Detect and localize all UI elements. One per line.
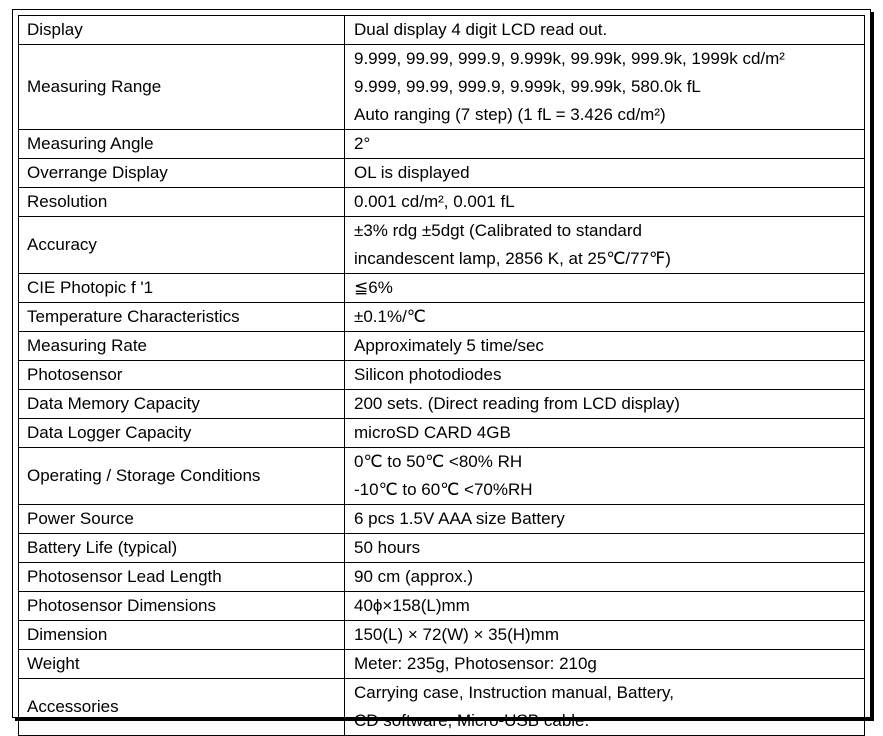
spec-value (345, 592, 865, 621)
spec-value-line: Approximately 5 time/sec (354, 336, 544, 355)
spec-table-frame (12, 9, 871, 730)
spec-row-cie-photopic (19, 274, 865, 303)
spec-row-dimension (19, 621, 865, 650)
spec-row-data-logger-capacity (19, 419, 865, 448)
spec-value-line: -10℃ to 60℃ <70%RH (354, 480, 533, 499)
spec-value-line: 9.999, 99.99, 999.9, 9.999k, 99.99k, 580.0k fL (354, 77, 701, 96)
spec-row-data-memory-capacity (19, 390, 865, 419)
spec-row-photosensor-dimensions (19, 592, 865, 621)
spec-row-measuring-rate (19, 332, 865, 361)
spec-label: Resolution (19, 188, 345, 217)
spec-value (345, 274, 865, 303)
spec-value (345, 332, 865, 361)
spec-value-line: ≦6% (354, 278, 393, 297)
spec-value-line: 150(L) × 72(W) × 35(H)mm (354, 625, 559, 644)
spec-row-battery-life (19, 534, 865, 563)
spec-value-line: Dual display 4 digit LCD read out. (354, 20, 608, 39)
spec-label: Battery Life (typical) (19, 534, 345, 563)
spec-value (345, 361, 865, 390)
spec-value-line: 40ϕ×158(L)mm (354, 596, 470, 615)
spec-row-measuring-angle (19, 130, 865, 159)
spec-label: Measuring Rate (19, 332, 345, 361)
spec-value (345, 534, 865, 563)
spec-value-line: Auto ranging (7 step) (1 fL = 3.426 cd/m²) (354, 105, 666, 124)
spec-row-overrange-display (19, 159, 865, 188)
spec-row-measuring-range (19, 45, 865, 130)
spec-value (345, 621, 865, 650)
spec-value (345, 419, 865, 448)
spec-value-line: ±3% rdg ±5dgt (Calibrated to standard (354, 221, 642, 240)
spec-row-temperature-characteristics (19, 303, 865, 332)
spec-label: Display (19, 16, 345, 45)
spec-table (18, 15, 865, 736)
spec-label: Measuring Angle (19, 130, 345, 159)
spec-row-power-source (19, 505, 865, 534)
spec-label: Photosensor Lead Length (19, 563, 345, 592)
spec-label: Dimension (19, 621, 345, 650)
spec-value (345, 303, 865, 332)
spec-row-photosensor (19, 361, 865, 390)
spec-value-line: incandescent lamp, 2856 K, at 25℃/77℉) (354, 249, 671, 268)
spec-value (345, 45, 865, 130)
spec-label: Photosensor Dimensions (19, 592, 345, 621)
spec-value-line: 200 sets. (Direct reading from LCD display) (354, 394, 680, 413)
spec-label: Accuracy (19, 217, 345, 274)
spec-row-operating-storage-conditions (19, 448, 865, 505)
spec-row-weight (19, 650, 865, 679)
spec-value (345, 130, 865, 159)
spec-label: Data Memory Capacity (19, 390, 345, 419)
spec-value (345, 188, 865, 217)
spec-value (345, 159, 865, 188)
spec-label: Data Logger Capacity (19, 419, 345, 448)
spec-value-line: 6 pcs 1.5V AAA size Battery (354, 509, 565, 528)
spec-label: Overrange Display (19, 159, 345, 188)
spec-label: CIE Photopic f '1 (19, 274, 345, 303)
spec-row-display (19, 16, 865, 45)
spec-value-line: ±0.1%/℃ (354, 307, 426, 326)
spec-value-line: Meter: 235g, Photosensor: 210g (354, 654, 597, 673)
spec-label: Operating / Storage Conditions (19, 448, 345, 505)
spec-value (345, 448, 865, 505)
spec-value-line: OL is displayed (354, 163, 470, 182)
spec-value-line: 50 hours (354, 538, 421, 557)
spec-label: Power Source (19, 505, 345, 534)
spec-row-resolution (19, 188, 865, 217)
spec-value-line: 0.001 cd/m², 0.001 fL (354, 192, 515, 211)
spec-row-photosensor-lead-length (19, 563, 865, 592)
spec-label: Weight (19, 650, 345, 679)
spec-value (345, 650, 865, 679)
spec-value (345, 217, 865, 274)
spec-label: Temperature Characteristics (19, 303, 345, 332)
spec-value-line: 0℃ to 50℃ <80% RH (354, 452, 523, 471)
spec-value (345, 563, 865, 592)
spec-row-accuracy (19, 217, 865, 274)
spec-value-line: CD software, Micro-USB cable. (354, 711, 590, 730)
spec-value-line: microSD CARD 4GB (354, 423, 511, 442)
spec-value (345, 16, 865, 45)
spec-label: Accessories (19, 679, 345, 736)
spec-value (345, 390, 865, 419)
spec-value-line: Silicon photodiodes (354, 365, 502, 384)
spec-value-line: Carrying case, Instruction manual, Battery, (354, 683, 674, 702)
spec-value-line: 2° (354, 134, 371, 153)
spec-value (345, 505, 865, 534)
spec-value-line: 90 cm (approx.) (354, 567, 474, 586)
spec-label: Photosensor (19, 361, 345, 390)
spec-label: Measuring Range (19, 45, 345, 130)
spec-value-line: 9.999, 99.99, 999.9, 9.999k, 99.99k, 999.9k, 1999k cd/m² (354, 49, 785, 68)
